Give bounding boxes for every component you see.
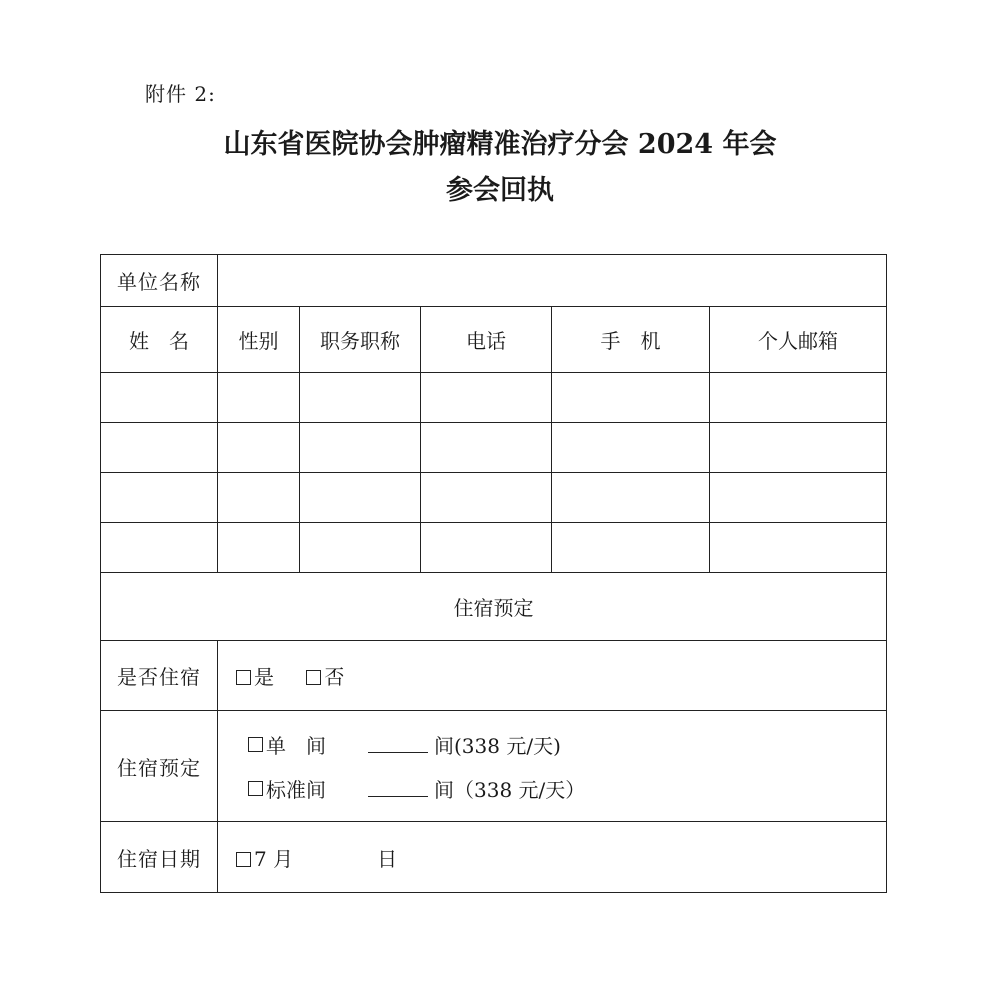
- phone-cell[interactable]: [421, 523, 552, 573]
- date-month: 7 月: [254, 846, 294, 871]
- stay-yes-option[interactable]: [236, 661, 274, 690]
- accommodation-header-row: [101, 573, 887, 641]
- document-subtitle: 参会回执: [446, 175, 554, 206]
- standard-room-line: [248, 766, 886, 810]
- standard-room-price: 间（338 元/天）: [434, 777, 586, 802]
- header-gender: 性别: [218, 307, 300, 373]
- booking-label: 住宿预定: [101, 711, 218, 822]
- stay-yes-label: 是: [254, 665, 274, 689]
- header-mobile: 手 机: [552, 307, 710, 373]
- gender-cell[interactable]: [218, 473, 300, 523]
- header-row: [101, 307, 887, 373]
- checkbox-icon[interactable]: [236, 852, 251, 867]
- accommodation-header: 住宿预定: [101, 573, 887, 641]
- registration-form-table: [100, 254, 887, 893]
- name-cell[interactable]: [101, 523, 218, 573]
- document-title: 山东省医院协会肿瘤精准治疗分会 2024 年会: [223, 129, 777, 160]
- stay-question-row: [101, 641, 887, 711]
- title-cell[interactable]: [300, 473, 421, 523]
- header-name: 姓 名: [101, 307, 218, 373]
- title-cell[interactable]: [300, 423, 421, 473]
- header-email: 个人邮箱: [710, 307, 887, 373]
- phone-cell[interactable]: [421, 423, 552, 473]
- single-room-label: 单 间: [266, 733, 326, 758]
- name-cell[interactable]: [101, 373, 218, 423]
- checkbox-icon[interactable]: [306, 670, 321, 685]
- table-row: [101, 373, 887, 423]
- single-room-quantity-blank[interactable]: [368, 736, 428, 753]
- table-row: [101, 473, 887, 523]
- name-cell[interactable]: [101, 473, 218, 523]
- email-cell[interactable]: [710, 373, 887, 423]
- checkbox-icon[interactable]: [248, 737, 263, 752]
- table-row: [101, 423, 887, 473]
- header-title: 职务职称: [300, 307, 421, 373]
- mobile-cell[interactable]: [552, 423, 710, 473]
- email-cell[interactable]: [710, 423, 887, 473]
- stay-question-label: 是否住宿: [101, 641, 218, 711]
- email-cell[interactable]: [710, 473, 887, 523]
- phone-cell[interactable]: [421, 373, 552, 423]
- mobile-cell[interactable]: [552, 373, 710, 423]
- single-room-line: [248, 722, 886, 766]
- header-phone: 电话: [421, 307, 552, 373]
- booking-options: [218, 711, 887, 822]
- mobile-cell[interactable]: [552, 523, 710, 573]
- name-cell[interactable]: [101, 423, 218, 473]
- single-room-price: 间(338 元/天): [434, 733, 561, 758]
- date-day: 日: [377, 846, 398, 871]
- unit-row: [101, 255, 887, 307]
- gender-cell[interactable]: [218, 423, 300, 473]
- gender-cell[interactable]: [218, 373, 300, 423]
- date-options: [218, 822, 887, 893]
- title-cell[interactable]: [300, 373, 421, 423]
- unit-input-cell[interactable]: [218, 255, 887, 307]
- date-row: [101, 822, 887, 893]
- standard-room-label: 标准间: [266, 777, 326, 802]
- checkbox-icon[interactable]: [248, 781, 263, 796]
- table-row: [101, 523, 887, 573]
- date-label: 住宿日期: [101, 822, 218, 893]
- title-cell[interactable]: [300, 523, 421, 573]
- stay-no-option[interactable]: [306, 661, 344, 690]
- attachment-label: 附件 2:: [145, 82, 216, 106]
- mobile-cell[interactable]: [552, 473, 710, 523]
- email-cell[interactable]: [710, 523, 887, 573]
- checkbox-icon[interactable]: [236, 670, 251, 685]
- gender-cell[interactable]: [218, 523, 300, 573]
- unit-label: 单位名称: [101, 255, 218, 307]
- stay-no-label: 否: [324, 665, 345, 689]
- phone-cell[interactable]: [421, 473, 552, 523]
- booking-row: [101, 711, 887, 822]
- standard-room-quantity-blank[interactable]: [368, 780, 428, 797]
- stay-options: [218, 641, 887, 711]
